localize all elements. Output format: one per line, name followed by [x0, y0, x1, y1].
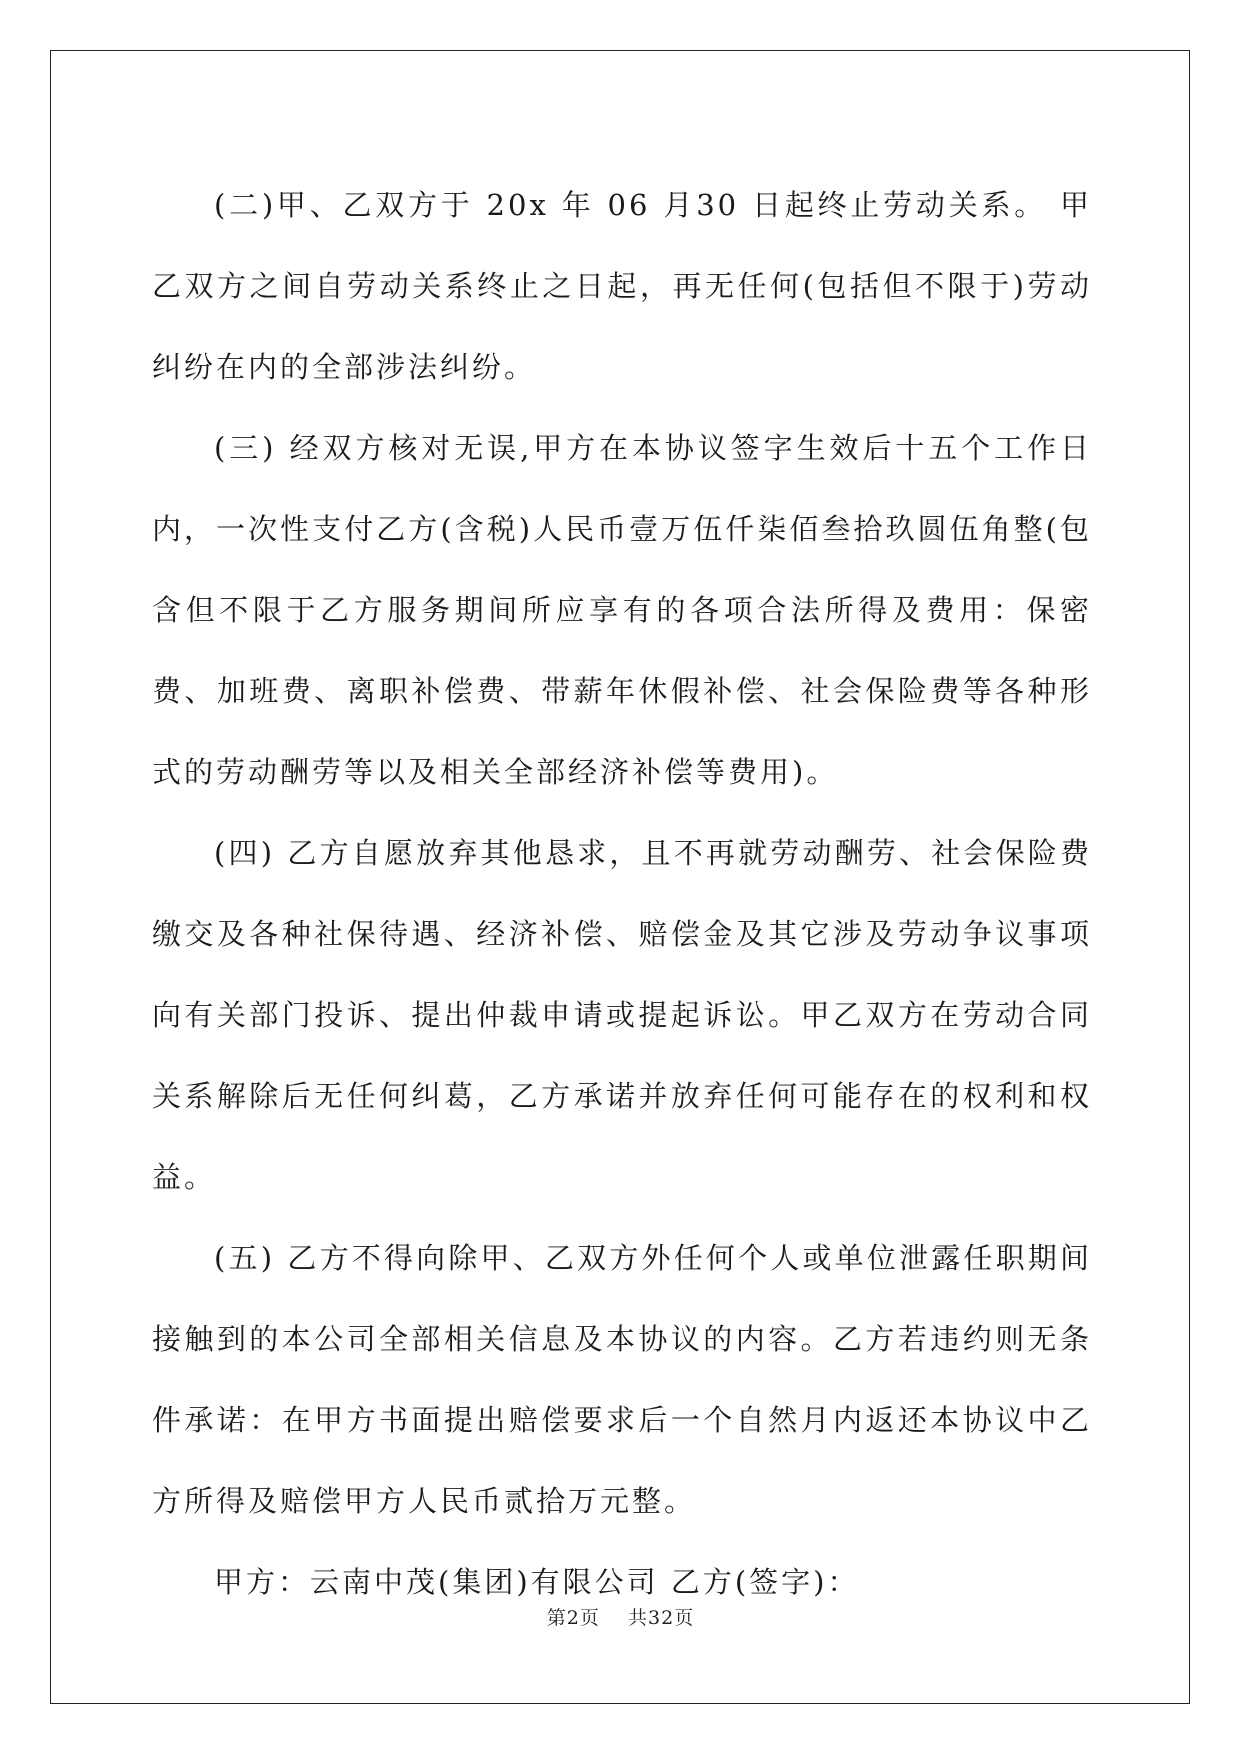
current-page-number: 2 [566, 1607, 580, 1629]
paragraph-termination: (二)甲、乙双方于 20x 年 06 月30 日起终止劳动关系。 甲乙双方之间自劳动关系终止之日起，再无任何(包括但不限于)劳动纠纷在内的全部涉法纠纷。 [152, 188, 1092, 384]
total-label-suffix: 页 [674, 1607, 695, 1629]
paragraph-payment: (三) 经双方核对无误,甲方在本协议签字生效后十五个工作日内，一次性支付乙方(含税)人民币壹万伍仟柒佰叁拾玖圆伍角整(包含但不限于乙方服务期间所应享有的各项合法所得及费用：保密费、加班费、离职补偿费、带薪年休假补偿、社会保险费等各种形式的劳动酬劳等以及相关全部经济补偿等费用)。 [152, 431, 1092, 789]
total-pages-number: 32 [648, 1607, 675, 1629]
page-label-prefix: 第 [546, 1607, 567, 1629]
paragraph-waiver: (四) 乙方自愿放弃其他恳求，且不再就劳动酬劳、社会保险费缴交及各种社保待遇、经济补偿、赔偿金及其它涉及劳动争议事项向有关部门投诉、提出仲裁申请或提起诉讼。甲乙双方在劳动合同关系解除后无任何纠葛，乙方承诺并放弃任何可能存在的权利和权益。 [152, 836, 1092, 1194]
signature-line: 甲方：云南中茂(集团)有限公司 乙方(签字)： [214, 1565, 860, 1599]
paragraph-confidentiality: (五) 乙方不得向除甲、乙双方外任何个人或单位泄露任职期间接触到的本公司全部相关信息及本协议的内容。乙方若违约则无条件承诺：在甲方书面提出赔偿要求后一个自然月内返还本协议中乙方所得及赔偿甲方人民币贰拾万元整。 [152, 1241, 1092, 1518]
total-label-prefix: 共 [628, 1607, 649, 1629]
page-label-suffix: 页 [579, 1607, 600, 1629]
page-number-footer [0, 1603, 1241, 1630]
document-body [152, 165, 1092, 1623]
